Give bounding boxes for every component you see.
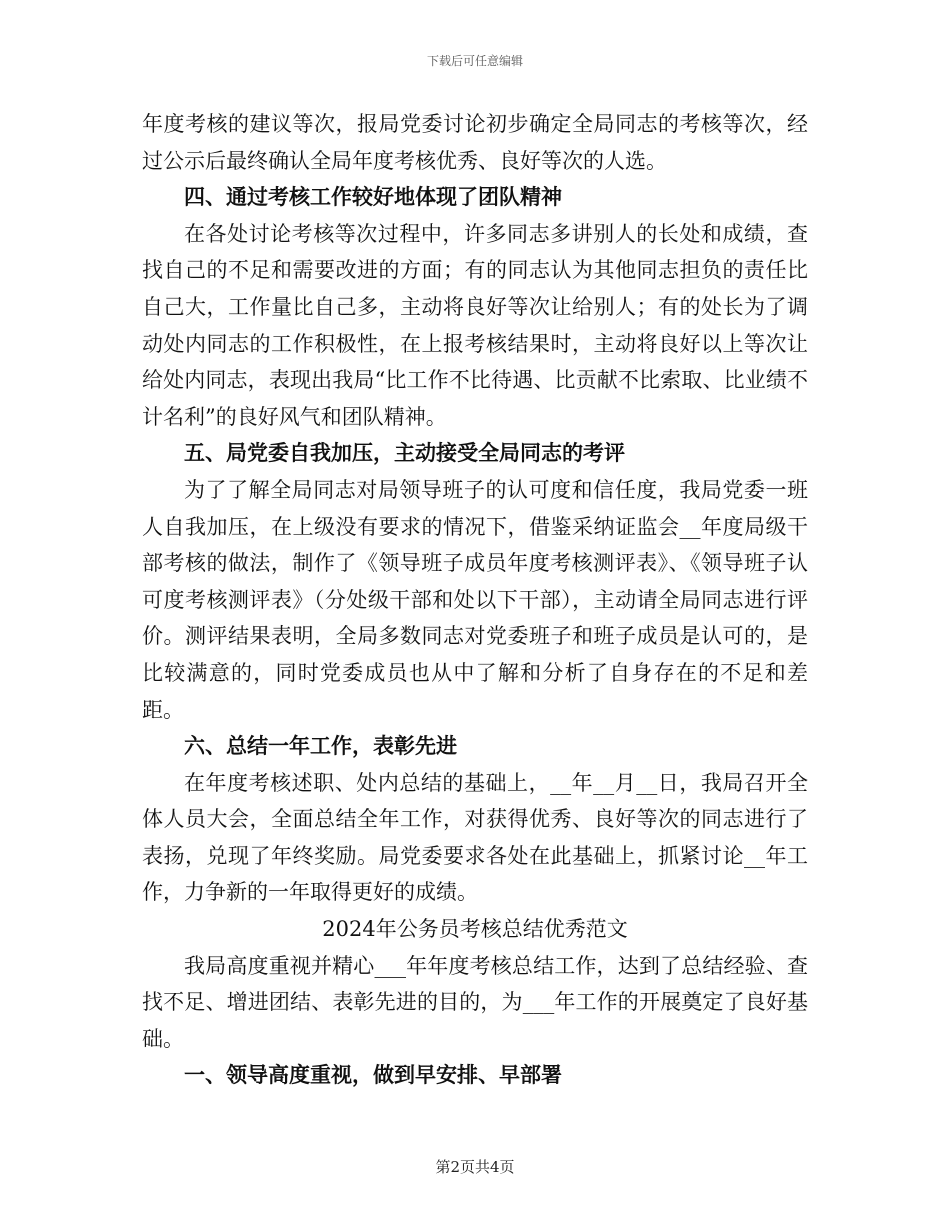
paragraph-continued: 年度考核的建议等次，报局党委讨论初步确定全局同志的考核等次，经过公示后最终确认全局年度考核优秀、良好等次的人选。 xyxy=(142,112,808,173)
paragraph-summary: 在年度考核述职、处内总结的基础上，__年__月__日，我局召开全体人员大会，全面总结全年工作，对获得优秀、良好等次的同志进行了表扬，兑现了年终奖励。局党委要求各处在此基础上，抓紧讨论__年工作，力争新的一年取得更好的成绩。 xyxy=(142,770,808,905)
document-title: 2024年公务员考核总结优秀范文 xyxy=(322,917,628,942)
section-heading-6: 六、总结一年工作，表彰先进 xyxy=(184,733,457,759)
document-body xyxy=(142,106,808,1094)
paragraph-intro: 我局高度重视并精心___年年度考核总结工作，达到了总结经验、查找不足、增进团结、表彰先进的目的，为___年工作的开展奠定了良好基础。 xyxy=(142,953,808,1051)
section-heading-5: 五、局党委自我加压，主动接受全局同志的考评 xyxy=(184,440,625,466)
paragraph-team-spirit: 在各处讨论考核等次过程中，许多同志多讲别人的长处和成绩，查找自己的不足和需要改进的方面；有的同志认为其他同志担负的责任比自己大，工作量比自己多，主动将良好等次让给别人；有的处长为了调动处内同志的工作积极性，在上报考核结果时，主动将良好以上等次让给处内同志，表现出我局“比工作不比待遇、比贡献不比索取、比业绩不计名利”的良好风气和团队精神。 xyxy=(142,221,808,429)
page-header-note: 下载后可任意编辑 xyxy=(426,54,523,68)
section-heading-1: 一、领导高度重视，做到早安排、早部署 xyxy=(184,1062,562,1088)
paragraph-self-evaluation: 为了了解全局同志对局领导班子的认可度和信任度，我局党委一班人自我加压，在上级没有要求的情况下，借鉴采纳证监会__年度局级干部考核的做法，制作了《领导班子成员年度考核测评表》、《领导班子认可度考核测评表》（分处级干部和处以下干部），主动请全局同志进行评价。测评结果表明，全局多数同志对党委班子和班子成员是认可的，是比较满意的，同时党委成员也从中了解和分析了自身存在的不足和差距。 xyxy=(142,477,808,722)
section-heading-4: 四、通过考核工作较好地体现了团队精神 xyxy=(184,184,562,210)
page-number: 第2页共4页 xyxy=(435,1158,515,1176)
